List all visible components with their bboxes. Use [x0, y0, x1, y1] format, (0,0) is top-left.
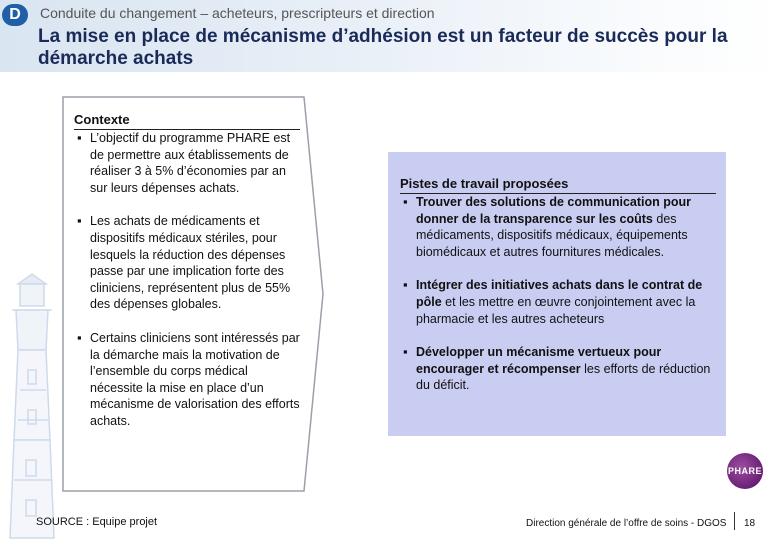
pistes-heading: Pistes de travail proposées [400, 176, 716, 194]
pistes-box [388, 152, 726, 436]
pistes-list [400, 194, 716, 394]
context-bullet-text: Les achats de médicaments et dispositifs médicaux stériles, pour lesquels la réduction des dépenses passe par une implication forte des cliniciens, représentent plus de 55% des dépenses globales. [90, 214, 291, 312]
pistes-bullet-text: et les mettre en œuvre conjointement avec la pharmacie et les autres acheteurs [416, 294, 696, 326]
list-item: ▪ Développer un mécanisme vertueux pour encourager et récompenser les efforts de réduction du déficit. [403, 344, 711, 393]
context-list [74, 130, 300, 430]
slide-title: La mise en place de mécanisme d’adhésion est un facteur de succès pour la démarche achats [38, 26, 728, 69]
context-heading: Contexte [74, 112, 300, 130]
lighthouse-watermark-icon [0, 270, 70, 540]
list-item: ▪ Intégrer des initiatives achats dans le contrat de pôle et les mettre en œuvre conjointement avec la pharmacie et les autres acheteurs [403, 277, 703, 326]
context-box [62, 96, 324, 492]
pistes-bullet-text: des médicaments, dispositifs médicaux, équipements biomédicaux et autres fournitures médicales. [416, 211, 688, 259]
pistes-bullet-text: les efforts de réduction du déficit. [416, 361, 711, 393]
list-item: ▪ Certains cliniciens sont intéressés par la démarche mais la motivation de l’ensemble du corps médical nécessite la mise en place d’un mécanisme de valorisation des efforts achats. [77, 329, 300, 428]
section-subtitle: Conduite du changement – acheteurs, prescripteurs et direction [40, 5, 435, 21]
pistes-bullet-bold: Développer un mécanisme vertueux pour encourager et récompenser [416, 345, 662, 376]
source-note: SOURCE : Equipe projet [36, 516, 158, 528]
footer-separator [734, 512, 735, 530]
list-item: ▪ L’objectif du programme PHARE est de permettre aux établissements de réaliser 3 à 5% d’économies par an sur leurs dépenses achats. [77, 130, 291, 195]
phare-logo: PHARE [727, 453, 763, 489]
page-number: 18 [744, 518, 756, 529]
section-badge: D [2, 4, 28, 26]
context-bullet-text: L’objectif du programme PHARE est de permettre aux établissements de réaliser 3 à 5% d’économies par an sur leurs dépenses achats. [90, 131, 291, 195]
list-item: ▪ Trouver des solutions de communication pour donner de la transparence sur les coûts des médicaments, dispositifs médicaux, équipements biomédicaux et autres fournitures médicales. [403, 194, 692, 259]
context-bullet-text: Certains cliniciens sont intéressés par la démarche mais la motivation de l’ensemble du corps médical nécessite la mise en place d’un mécanisme de valorisation des efforts achats. [90, 330, 300, 428]
pistes-bullet-bold: Trouver des solutions de communication pour donner de la transparence sur les coûts [416, 195, 692, 226]
pistes-bullet-bold: Intégrer des initiatives achats dans le contrat de pôle [416, 278, 703, 309]
footer-organization: Direction générale de l’offre de soins - DGOS [526, 518, 727, 529]
list-item: ▪ Les achats de médicaments et dispositifs médicaux stériles, pour lesquels la réduction des dépenses passe par une implication forte des cliniciens, représentent plus de 55% des dépenses globales. [77, 213, 291, 312]
